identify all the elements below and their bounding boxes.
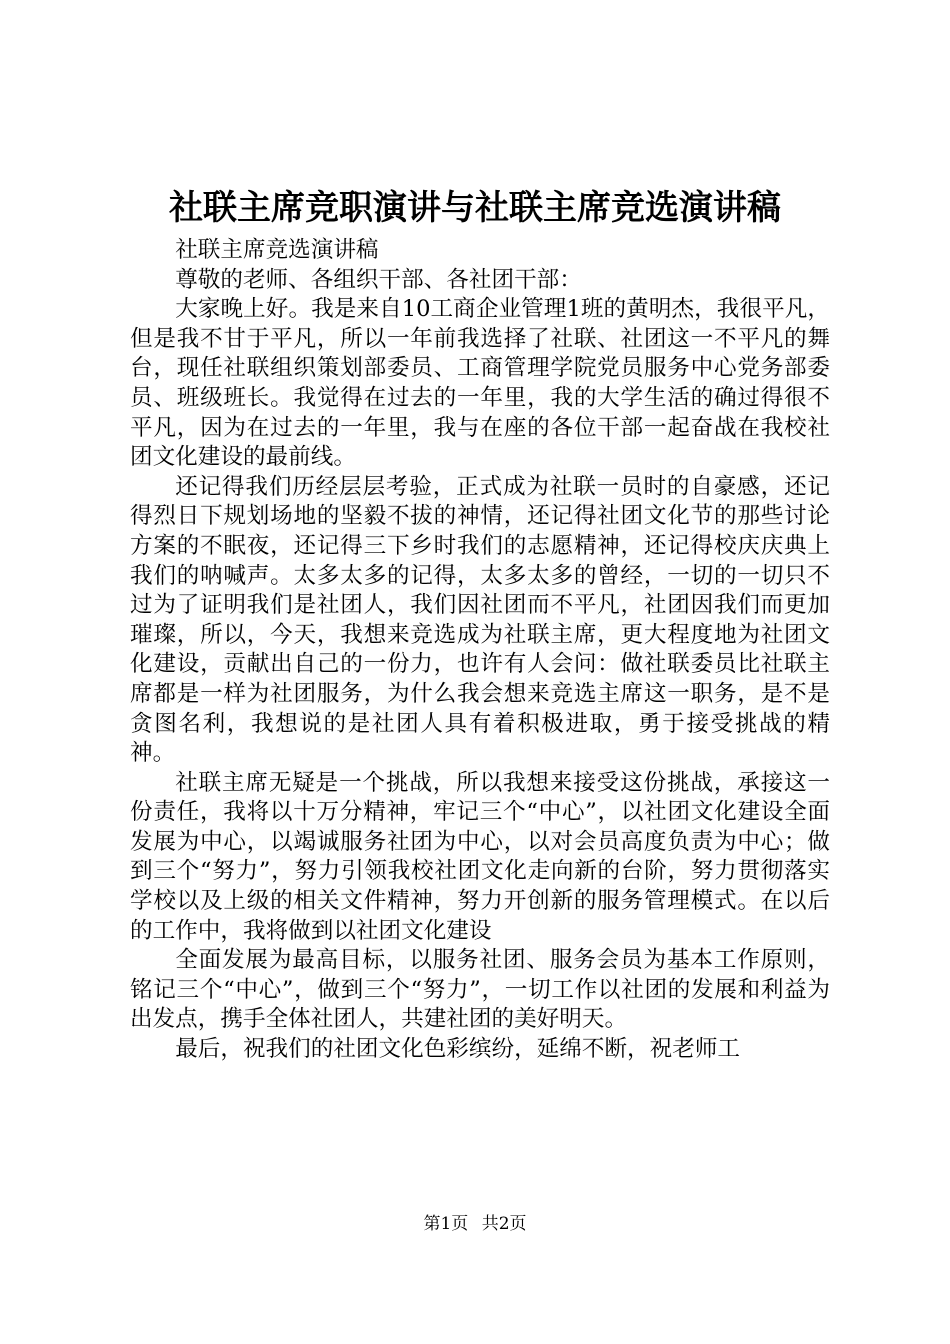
paragraph-closing: 最后，祝我们的社团文化色彩缤纷，延绵不断，祝老师工 xyxy=(175,1036,741,1063)
page-footer xyxy=(0,1212,950,1236)
paragraph-salutation: 尊敬的老师、各组织干部、各社团干部： xyxy=(175,266,582,293)
paragraph-introduction: 大家晚上好。我是来自10工商企业管理1班的黄明杰，我很平凡，但是我不甘于平凡，所以一年前我选择了社联、社团这一不平凡的舞台，现任社联组织策划部委员、工商管理学院党员服务中心党务部委员、班级班长。我觉得在过去的一年里，我的大学生活的确过得很不平凡，因为在过去的一年里，我与在座的各位干部一起奋战在我校社团文化建设的最前线。 xyxy=(130,296,830,471)
page-number-total: 共2页 xyxy=(481,1214,527,1234)
paragraph-memories: 还记得我们历经层层考验，正式成为社联一员时的自豪感，还记得烈日下规划场地的坚毅不拔的神情，还记得社团文化节的那些讨论方案的不眠夜，还记得三下乡时我们的志愿精神，还记得校庆庆典上我们的呐喊声。太多太多的记得，太多太多的曾经，一切的一切只不过为了证明我们是社团人，我们因社团而不平凡，社团因我们而更加璀璨，所以，今天，我想来竞选成为社联主席，更大程度地为社团文化建设，贡献出自己的一份力，也许有人会问：做社联委员比社联主席都是一样为社团服务，为什么我会想来竞选主席这一职务，是不是贪图名利，我想说的是社团人具有着积极进取，勇于接受挑战的精神。 xyxy=(130,473,830,767)
paragraph-subtitle: 社联主席竞选演讲稿 xyxy=(175,237,379,263)
page-number-current: 第1页 xyxy=(423,1214,469,1234)
document-body xyxy=(130,236,830,1065)
document-title: 社联主席竞职演讲与社联主席竞选演讲稿 xyxy=(169,188,781,228)
paragraph-commitment: 社联主席无疑是一个挑战，所以我想来接受这份挑战，承接这一份责任，我将以十万分精神，牢记三个“中心”，以社团文化建设全面发展为中心，以竭诚服务社团为中心，以对会员高度负责为中心；做到三个“努力”，努力引领我校社团文化走向新的台阶，努力贯彻落实学校以及上级的相关文件精神，努力开创新的服务管理模式。在以后的工作中，我将做到以社团文化建设 xyxy=(130,769,830,944)
paragraph-goals: 全面发展为最高目标，以服务社团、服务会员为基本工作原则，铭记三个“中心”，做到三个“努力”，一切工作以社团的发展和利益为出发点，携手全体社团人，共建社团的美好明天。 xyxy=(130,947,830,1033)
